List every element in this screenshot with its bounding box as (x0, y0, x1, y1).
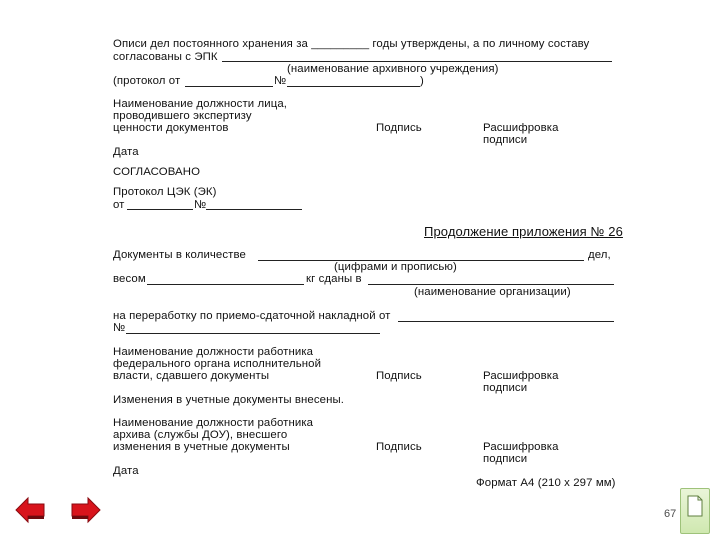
worker-position-line: власти, сдавшего документы (113, 370, 270, 382)
protocol-number-underline (287, 86, 420, 87)
epk-underline (222, 61, 612, 62)
protocol-close: ) (420, 75, 424, 87)
weight-underline (147, 284, 304, 285)
arrow-left-icon (14, 494, 46, 526)
archive-position-line: архива (службы ДОУ), внесшего (113, 429, 288, 441)
processing-label: на переработку по приемо-сдаточной накладной от (113, 310, 391, 322)
processing-date-underline (398, 321, 614, 322)
organization-underline (368, 284, 614, 285)
approval-line: Описи дел постоянного хранения за _________ годы утверждены, а по личному составу (113, 38, 590, 50)
arrow-right-icon (70, 494, 102, 526)
signature-label: Подпись (376, 370, 422, 382)
decoding-label: Расшифровка (483, 441, 559, 453)
agreed-epk-label: согласованы с ЭПК (113, 51, 218, 63)
previous-slide-button[interactable] (14, 494, 46, 526)
expert-position-line: проводившего экспертизу (113, 110, 252, 122)
cek-from-label: от (113, 199, 125, 211)
date-label: Дата (113, 465, 139, 477)
home-slide-button[interactable] (680, 488, 710, 534)
decoding-label: подписи (483, 134, 528, 146)
worker-position-line: федерального органа исполнительной (113, 358, 322, 370)
protocol-label: (протокол от (113, 75, 181, 87)
protocol-number-label: № (274, 75, 287, 87)
page-icon (686, 495, 704, 517)
docs-count-label: Документы в количестве (113, 249, 246, 261)
format-label: Формат А4 (210 x 297 мм) (476, 477, 616, 489)
protocol-date-underline (185, 86, 273, 87)
cek-number-label: № (194, 199, 207, 211)
weight-label: весом (113, 273, 146, 285)
archive-position-line: изменения в учетные документы (113, 441, 290, 453)
organization-caption: (наименование организации) (414, 286, 571, 298)
processing-number-underline (126, 333, 380, 334)
cek-date-underline (127, 209, 193, 210)
signature-label: Подпись (376, 441, 422, 453)
archive-position-line: Наименование должности работника (113, 417, 314, 429)
agreed-heading: СОГЛАСОВАНО (113, 166, 201, 178)
weight-unit-label: кг сданы в (306, 273, 362, 285)
cek-protocol-label: Протокол ЦЭК (ЭК) (113, 186, 217, 198)
archive-caption: (наименование архивного учреждения) (287, 63, 499, 75)
signature-label: Подпись (376, 122, 422, 134)
cek-number-underline (206, 209, 302, 210)
continuation-title: Продолжение приложения № 26 (424, 224, 623, 239)
decoding-label: подписи (483, 382, 528, 394)
next-slide-button[interactable] (70, 494, 102, 526)
decoding-label: Расшифровка (483, 122, 559, 134)
expert-position-line: ценности документов (113, 122, 229, 134)
date-label: Дата (113, 146, 139, 158)
decoding-label: подписи (483, 453, 528, 465)
processing-number-label: № (113, 322, 126, 334)
page-number: 67 (664, 508, 677, 520)
decoding-label: Расшифровка (483, 370, 559, 382)
docs-unit-label: дел, (588, 249, 611, 261)
digits-caption: (цифрами и прописью) (334, 261, 457, 273)
changes-note: Изменения в учетные документы внесены. (113, 394, 345, 406)
expert-position-line: Наименование должности лица, (113, 98, 288, 110)
worker-position-line: Наименование должности работника (113, 346, 314, 358)
